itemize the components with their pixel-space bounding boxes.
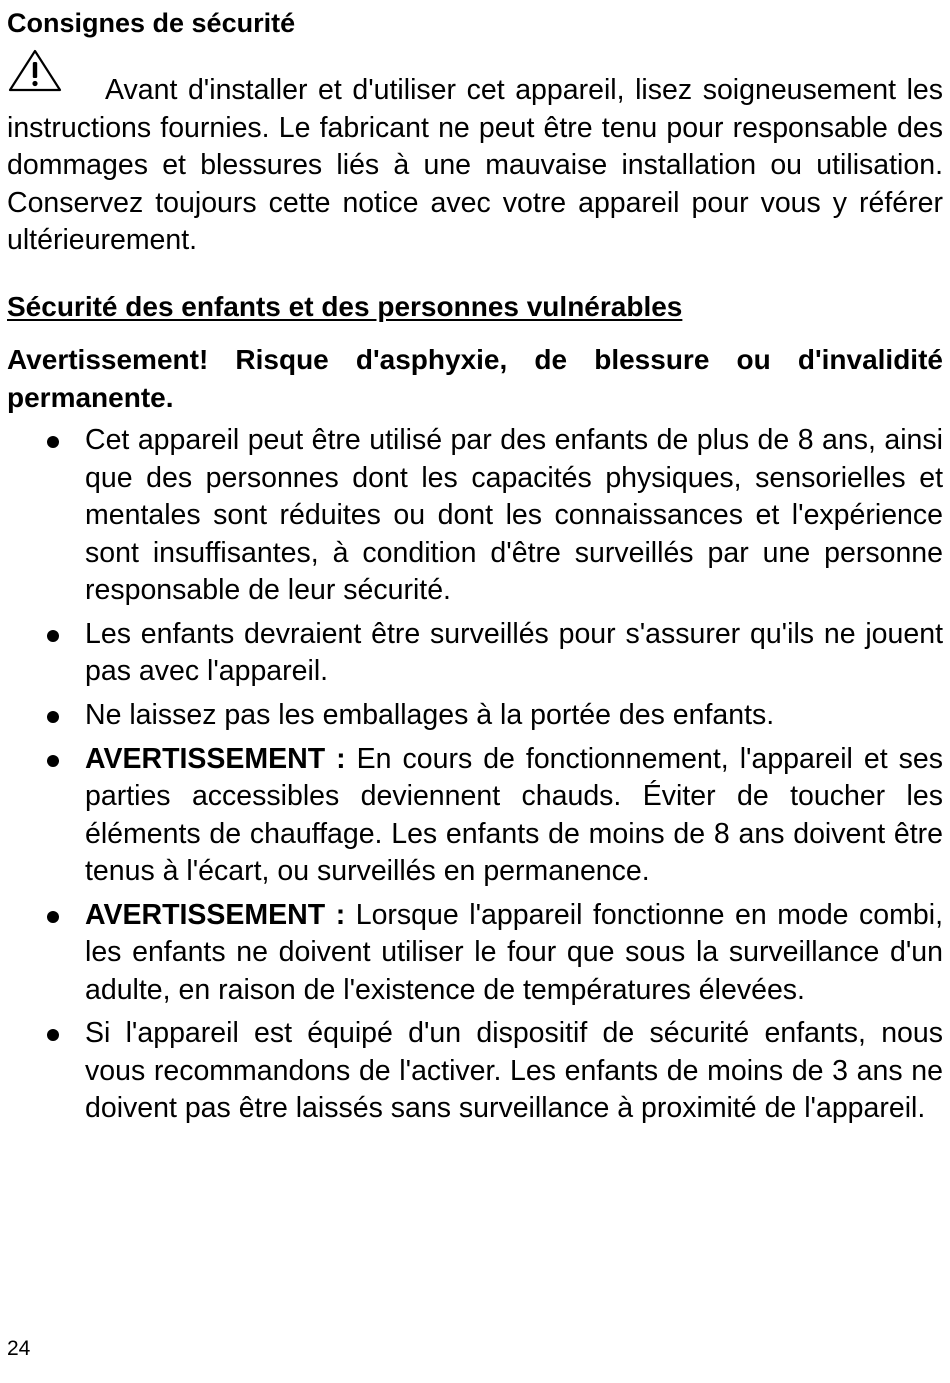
bullet-text: Lorsque l'appareil fonctionne en mode combi, les enfants ne doivent utiliser le four que sous la surveillance d'un adulte, en raison de l'existence de températures élevées. [85,898,943,1006]
bullet-text: Les enfants devraient être surveillés pour s'assurer qu'ils ne jouent pas avec l'appareil. [85,617,943,688]
bullet-icon [47,1029,59,1041]
warning-statement: Avertissement! Risque d'asphyxie, de blessure ou d'invalidité permanente. [7,344,943,413]
bullet-text: Si l'appareil est équipé d'un dispositif de sécurité enfants, nous vous recommandons de l'activer. Les enfants de moins de 3 ans ne doivent pas être laissés sans surveillance à proximité de l'appareil. [85,1017,943,1125]
list-item [7,897,943,1010]
bullet-text: Cet appareil peut être utilisé par des enfants de plus de 8 ans, ainsi que des personnes dont les capacités physiques, sensorielles et mentales sont réduites ou dont les connaissances et l'expérience sont insuffisantes, à condition d'être surveillés par une personne responsable de leur sécurité. [85,424,943,606]
bullet-icon [47,711,59,723]
bullet-prefix: AVERTISSEMENT : [85,898,346,931]
page-number: 24 [7,1337,31,1360]
bullet-text: Ne laissez pas les emballages à la portée des enfants. [85,698,775,731]
bullet-text: En cours de fonctionnement, l'appareil et ses parties accessibles deviennent chauds. Éviter de toucher les éléments de chauffage. Les enfants de moins de 8 ans doivent être tenus à l'écart, ou surveillés en permanence. [85,742,943,888]
page-title: Consignes de sécurité [7,8,296,38]
intro-paragraph: Avant d'installer et d'utiliser cet appareil, lisez soigneusement les instructions fournies. Le fabricant ne peut être tenu pour responsable des dommages et blessures liés à une mauvaise installation ou utilisation. Conservez toujours cette notice avec votre appareil pour vous y référer ultérieurement. [7,74,943,256]
bullet-icon [47,755,59,767]
list-item [7,422,943,610]
list-item [7,697,943,735]
section-title: Sécurité des enfants et des personnes vulnérables [7,291,683,322]
bullet-prefix: AVERTISSEMENT : [85,742,346,775]
safety-bullet-list [7,422,943,1134]
list-item [7,616,943,691]
list-item [7,741,943,891]
list-item [7,1015,943,1128]
bullet-icon [47,911,59,923]
bullet-icon [47,630,59,642]
bullet-icon [47,436,59,448]
